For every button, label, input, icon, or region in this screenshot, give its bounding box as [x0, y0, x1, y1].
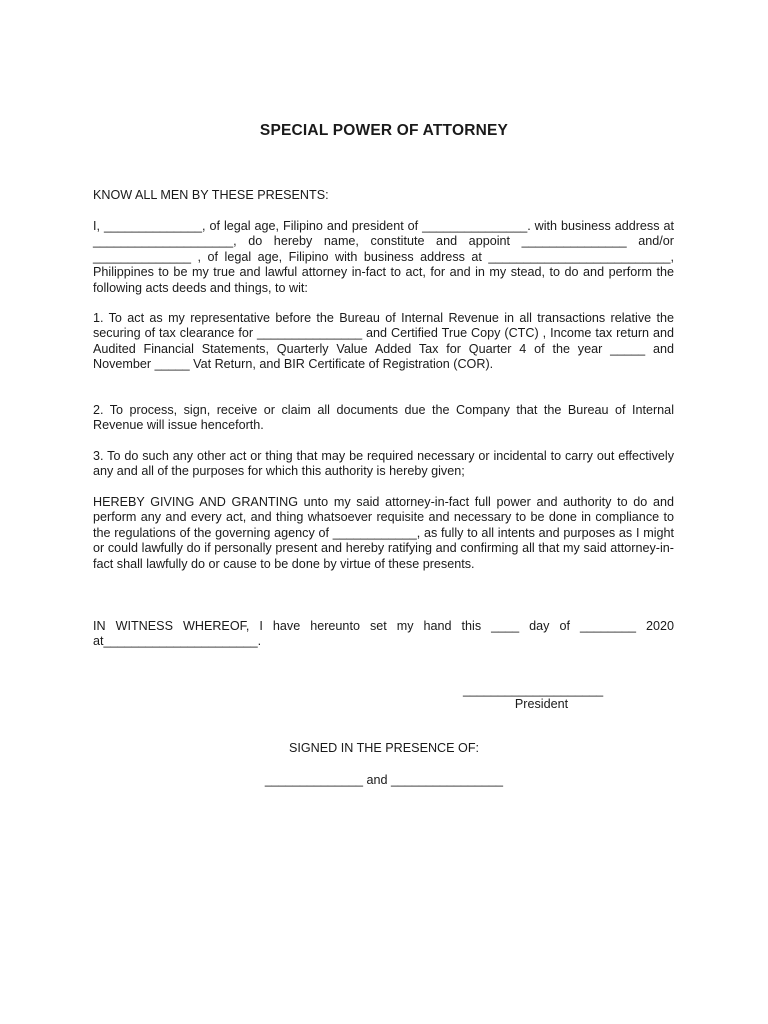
greeting: KNOW ALL MEN BY THESE PRESENTS: [93, 188, 329, 202]
granting-paragraph: HEREBY GIVING AND GRANTING unto my said attorney-in-fact full power and authority to do and perform any and every act, and thing whatsoever requisite and necessary to be done in compliance to the regulations of the governing agency of ____________, as fully to all intents and purposes as I might or could lawfully do if personally present and hereby ratifying and confirming all that my said attorney-in-fact shall lawfully do or cause to be done by virtue of these presents. [93, 495, 674, 571]
witness-paragraph: IN WITNESS WHEREOF, I have hereunto set my hand this ____ day of ________ 2020 at______________________. [93, 619, 674, 649]
presence-heading: SIGNED IN THE PRESENCE OF: [288, 741, 480, 755]
signatory-title: President [514, 697, 569, 711]
item-1-paragraph: 1. To act as my representative before the Bureau of Internal Revenue in all transactions relative the securing of tax clearance for _______________ and Certified True Copy (CTC) , Income tax return and Audited Financial Statements, Quarterly Value Added Tax for Quarter 4 of the year _____ and November _____ Vat Return, and BIR Certificate of Registration (COR). [93, 311, 674, 372]
document-title: SPECIAL POWER OF ATTORNEY [259, 122, 509, 139]
witness-signature-lines: ______________ and ________________ [264, 773, 504, 787]
item-2-paragraph: 2. To process, sign, receive or claim all documents due the Company that the Bureau of Internal Revenue will issue henceforth. [93, 403, 674, 433]
item-3-paragraph: 3. To do such any other act or thing that may be required necessary or incidental to carry out effectively any and all of the purposes for which this authority is hereby given; [93, 449, 674, 479]
signature-line: ____________________ [463, 683, 604, 697]
intro-paragraph: I, ______________, of legal age, Filipino and president of _______________. with business address at ____________________, do hereby name, constitute and appoint _______________ and/or ______________ , of legal age, Filipino with business address at __________________________, Philippines to be my true and lawful attorney in-fact to act, for and in my stead, to do and perform the following acts deeds and things, to wit: [93, 219, 674, 295]
